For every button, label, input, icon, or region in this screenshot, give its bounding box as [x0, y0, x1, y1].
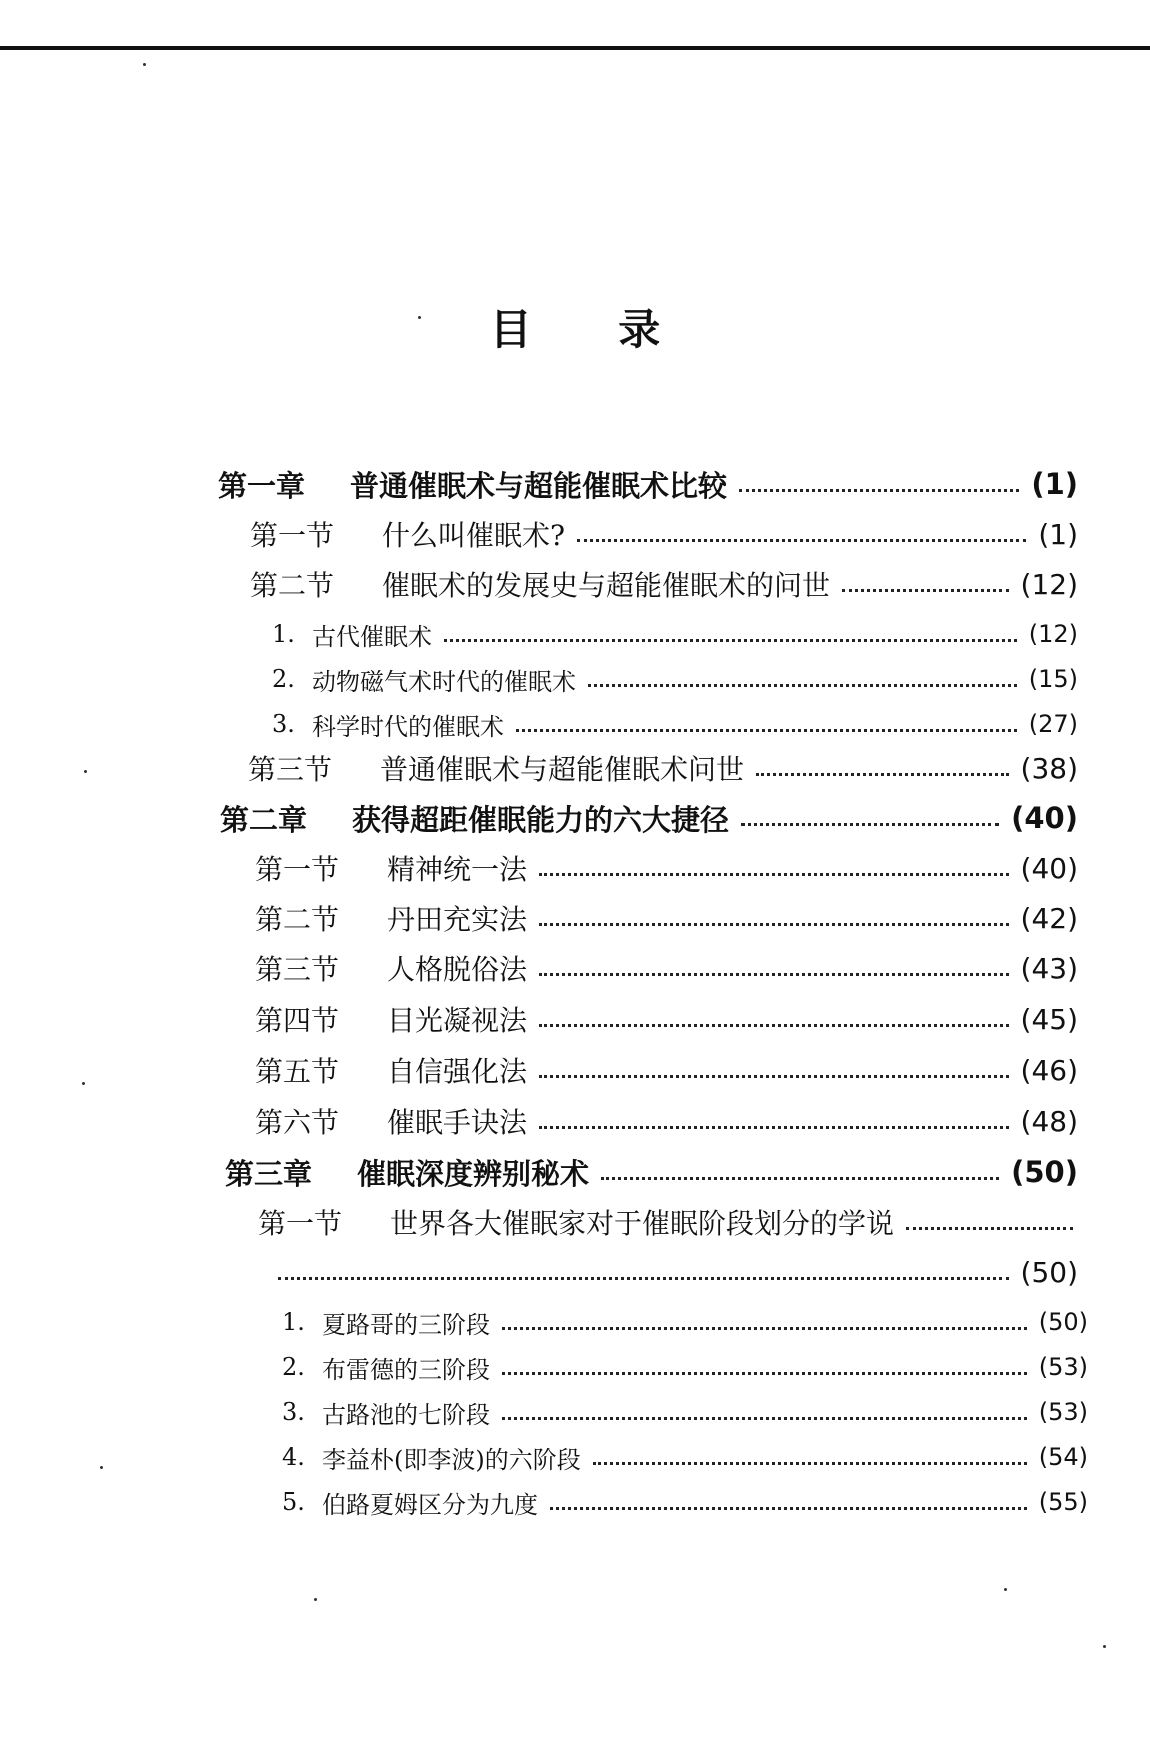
toc-entry-section-2-2[interactable]: [255, 898, 1078, 938]
entry-title: 什么叫催眠术?: [382, 519, 566, 552]
page-title: 目 录: [489, 305, 697, 354]
toc-entry-chapter-3[interactable]: [225, 1152, 1078, 1192]
dot-leader: [577, 539, 1026, 542]
dot-leader: [278, 1277, 1009, 1280]
entry-page: (50): [1011, 1155, 1078, 1189]
entry-title: 丹田充实法: [387, 903, 528, 936]
entry-number: 1.: [282, 1308, 305, 1336]
dot-leader: [539, 973, 1009, 976]
dot-leader: [741, 823, 999, 826]
dot-leader: [588, 684, 1017, 687]
entry-title: 动物磁气术时代的催眠术: [312, 667, 576, 696]
dot-leader: [539, 873, 1009, 876]
entry-number: 第一章: [218, 468, 306, 503]
entry-title: 古路池的七阶段: [322, 1400, 490, 1429]
entry-number: 第三节: [255, 953, 340, 986]
entry-number: 第一节: [250, 519, 335, 552]
entry-title: 目光凝视法: [387, 1004, 528, 1037]
entry-number: 2.: [282, 1353, 305, 1381]
entry-page: (43): [1020, 951, 1078, 985]
entry-page: (50): [1020, 1255, 1078, 1289]
entry-page: (12): [1020, 567, 1078, 601]
entry-page: (54): [1038, 1443, 1088, 1471]
entry-number: 2.: [272, 665, 295, 693]
entry-number: 第一节: [258, 1207, 343, 1240]
entry-title: 布雷德的三阶段: [322, 1355, 490, 1384]
entry-number: 第四节: [255, 1004, 340, 1037]
dot-leader: [502, 1372, 1027, 1375]
entry-number: 第三章: [225, 1156, 313, 1191]
entry-page: (40): [1020, 851, 1078, 885]
scan-speck: [100, 1466, 103, 1469]
entry-title: 李益朴(即李波)的六阶段: [322, 1445, 581, 1474]
entry-title: 普通催眠术与超能催眠术比较: [350, 468, 728, 503]
dot-leader: [593, 1462, 1027, 1465]
toc-entry-section-1-3[interactable]: [248, 748, 1078, 788]
toc-entry-section-1-2[interactable]: [250, 564, 1078, 604]
entry-number: 第五节: [255, 1055, 340, 1088]
dot-leader: [444, 639, 1017, 642]
entry-number: 3.: [282, 1398, 305, 1426]
toc-entry-section-3-1-continuation[interactable]: [278, 1252, 1078, 1292]
scan-speck: [143, 63, 146, 66]
entry-page: (53): [1038, 1353, 1088, 1381]
entry-page: (50): [1038, 1308, 1088, 1336]
toc-entry-section-2-1[interactable]: [255, 848, 1078, 888]
entry-page: (12): [1028, 620, 1078, 648]
entry-number: 第二节: [255, 903, 340, 936]
entry-number: 4.: [282, 1443, 305, 1471]
entry-number: 第六节: [255, 1106, 340, 1139]
entry-page: (27): [1028, 710, 1078, 738]
dot-leader: [739, 489, 1019, 492]
entry-page: (15): [1028, 665, 1078, 693]
dot-leader: [550, 1507, 1027, 1510]
entry-title: 古代催眠术: [312, 622, 432, 651]
entry-title: 科学时代的催眠术: [312, 712, 504, 741]
entry-title: 精神统一法: [387, 853, 528, 886]
scan-speck: [84, 770, 87, 773]
toc-entry-item-1-2-2[interactable]: [272, 659, 1078, 699]
toc-entry-item-1-2-1[interactable]: [272, 614, 1078, 654]
entry-title: 夏路哥的三阶段: [322, 1310, 490, 1339]
entry-page: (42): [1020, 901, 1078, 935]
dot-leader: [539, 923, 1009, 926]
dot-leader: [539, 1126, 1009, 1129]
entry-title: 人格脱俗法: [387, 953, 528, 986]
scan-speck: [1004, 1588, 1007, 1591]
entry-page: (53): [1038, 1398, 1088, 1426]
dot-leader: [842, 589, 1009, 592]
toc-entry-item-3-1-4[interactable]: [282, 1437, 1088, 1477]
dot-leader: [539, 1024, 1009, 1027]
scan-speck: [314, 1598, 317, 1601]
entry-number: 第一节: [255, 853, 340, 886]
scan-speck: [1103, 1645, 1106, 1648]
toc-entry-item-3-1-2[interactable]: [282, 1347, 1088, 1387]
dot-leader: [539, 1075, 1009, 1078]
entry-number: 3.: [272, 710, 295, 738]
entry-title: 伯路夏姆区分为九度: [322, 1490, 538, 1519]
header-rule: [0, 46, 1150, 50]
entry-number: 5.: [282, 1488, 305, 1516]
toc-entry-section-2-5[interactable]: [255, 1050, 1078, 1090]
toc-entry-section-3-1[interactable]: [258, 1202, 1073, 1242]
entry-title: 催眠术的发展史与超能催眠术的问世: [382, 569, 831, 602]
dot-leader: [906, 1227, 1073, 1230]
entry-number: 第二章: [220, 802, 308, 837]
entry-page: (55): [1038, 1488, 1088, 1516]
toc-entry-section-2-6[interactable]: [255, 1101, 1078, 1141]
entry-number: 第三节: [248, 753, 333, 786]
toc-entry-chapter-2[interactable]: [220, 798, 1078, 838]
toc-entry-section-1-1[interactable]: [250, 514, 1078, 554]
entry-title: 获得超距催眠能力的六大捷径: [352, 802, 730, 837]
dot-leader: [502, 1417, 1027, 1420]
toc-entry-section-2-3[interactable]: [255, 948, 1078, 988]
dot-leader: [502, 1327, 1027, 1330]
entry-page: (45): [1020, 1002, 1078, 1036]
entry-number: 1.: [272, 620, 295, 648]
toc-entry-item-1-2-3[interactable]: [272, 704, 1078, 744]
toc-entry-chapter-1[interactable]: [218, 464, 1078, 504]
entry-title: 自信强化法: [387, 1055, 528, 1088]
entry-page: (1): [1031, 467, 1078, 501]
dot-leader: [756, 773, 1009, 776]
entry-title: 世界各大催眠家对于催眠阶段划分的学说: [390, 1207, 895, 1240]
entry-number: 第二节: [250, 569, 335, 602]
scan-speck: [418, 316, 421, 319]
toc-entry-item-3-1-1[interactable]: [282, 1302, 1088, 1342]
entry-title: 催眠深度辨别秘术: [357, 1156, 590, 1191]
dot-leader: [516, 729, 1017, 732]
toc-entry-item-3-1-5[interactable]: [282, 1482, 1088, 1522]
entry-title: 普通催眠术与超能催眠术问世: [380, 753, 745, 786]
dot-leader: [601, 1177, 999, 1180]
entry-title: 催眠手诀法: [387, 1106, 528, 1139]
toc-entry-section-2-4[interactable]: [255, 999, 1078, 1039]
toc-entry-item-3-1-3[interactable]: [282, 1392, 1088, 1432]
scan-speck: [82, 1082, 85, 1085]
entry-page: (48): [1020, 1104, 1078, 1138]
entry-page: (40): [1011, 801, 1078, 835]
entry-page: (38): [1020, 751, 1078, 785]
entry-page: (46): [1020, 1053, 1078, 1087]
entry-page: (1): [1038, 517, 1078, 551]
